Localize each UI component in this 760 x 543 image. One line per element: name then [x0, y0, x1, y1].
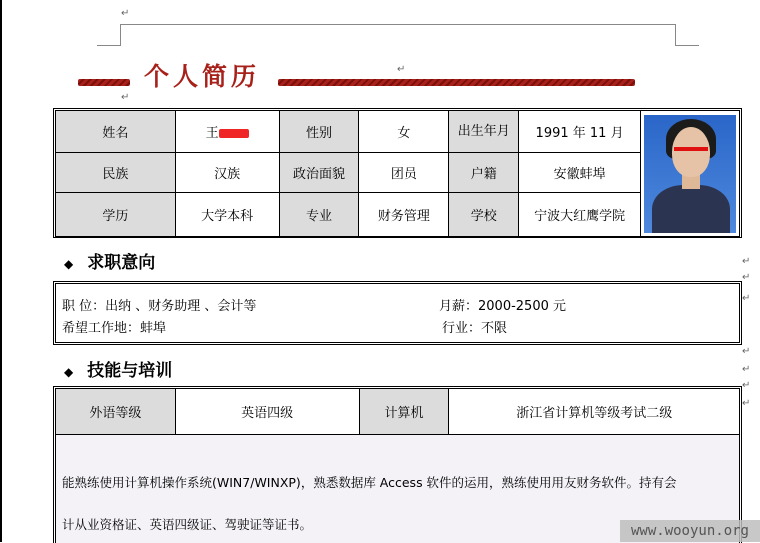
header-line-top — [120, 24, 675, 25]
diamond-bullet-icon: ◆ — [64, 365, 74, 379]
photo-body — [652, 185, 730, 233]
photo-face — [672, 127, 710, 177]
salary-text: 月薪：2000-2500 元 — [439, 299, 566, 314]
skills-description-line-2: 计从业资格证、英语四级证、驾驶证等证书。 — [62, 517, 313, 532]
page-title: 个人简历 — [144, 62, 261, 91]
job-intent-heading-text: 求职意向 — [87, 253, 156, 273]
header-line-left-vertical — [120, 24, 121, 46]
header-line-left-horizontal — [97, 45, 121, 46]
industry-text: 行业：不限 — [442, 321, 508, 336]
name-value — [175, 111, 279, 153]
school-label: 学校 — [449, 193, 519, 237]
ethnicity-label: 民族 — [56, 153, 176, 193]
photo-eye-redaction — [674, 147, 708, 151]
return-mark: ↵ — [121, 8, 130, 19]
diamond-bullet-icon: ◆ — [64, 257, 74, 271]
header-line-right-horizontal — [675, 45, 699, 46]
return-mark: ↵ — [397, 64, 406, 75]
skills-description-line-1: 能熟练使用计算机操作系统(WIN7/WINXP)，熟悉数据库 Access 软件的运用，熟练使用用友财务软件。持有会 — [62, 475, 677, 490]
return-mark: ↵ — [742, 256, 751, 267]
return-mark: ↵ — [742, 398, 751, 409]
computer-label: 计算机 — [359, 389, 449, 435]
birth-value: 1991 年 11 月 — [519, 111, 641, 153]
return-mark: ↵ — [742, 293, 751, 304]
hukou-label: 户籍 — [449, 153, 519, 193]
hukou-value: 安徽蚌埠 — [519, 153, 641, 193]
name-text: 王 — [205, 126, 219, 141]
return-mark: ↵ — [742, 380, 751, 391]
education-label: 学历 — [56, 193, 176, 237]
return-mark: ↵ — [121, 92, 130, 103]
gender-value: 女 — [359, 111, 449, 153]
profile-photo — [644, 115, 736, 233]
major-label: 专业 — [279, 193, 359, 237]
english-value: 英语四级 — [175, 389, 359, 435]
major-value: 财务管理 — [359, 193, 449, 237]
education-value: 大学本科 — [175, 193, 279, 237]
job-intent-box — [53, 281, 742, 345]
english-label: 外语等级 — [56, 389, 176, 435]
return-mark: ↵ — [742, 346, 751, 357]
ethnicity-value: 汉族 — [175, 153, 279, 193]
basic-info-table — [53, 108, 742, 238]
return-mark: ↵ — [742, 364, 751, 375]
position-text: 职 位：出纳 、财务助理 、会计等 — [62, 299, 257, 314]
return-mark: ↵ — [742, 272, 751, 283]
watermark: www.wooyun.org — [620, 520, 760, 542]
title-ribbon-left — [78, 79, 130, 86]
computer-value: 浙江省计算机等级考试二级 — [449, 389, 740, 435]
school-value: 宁波大红鹰学院 — [519, 193, 641, 237]
gender-label: 性别 — [279, 111, 359, 153]
name-redaction — [219, 129, 249, 138]
job-intent-heading — [64, 248, 155, 273]
skills-heading-text: 技能与培训 — [87, 361, 173, 381]
skills-heading — [64, 356, 172, 381]
political-label: 政治面貌 — [279, 153, 359, 193]
title-ribbon-right — [278, 79, 635, 86]
photo-cell — [640, 111, 739, 237]
name-label: 姓名 — [56, 111, 176, 153]
political-value: 团员 — [359, 153, 449, 193]
page-margin-line — [0, 0, 2, 542]
header-line-right-vertical — [675, 24, 676, 46]
birth-label: 出生年月 — [449, 111, 519, 153]
location-text: 希望工作地：蚌埠 — [62, 321, 167, 336]
